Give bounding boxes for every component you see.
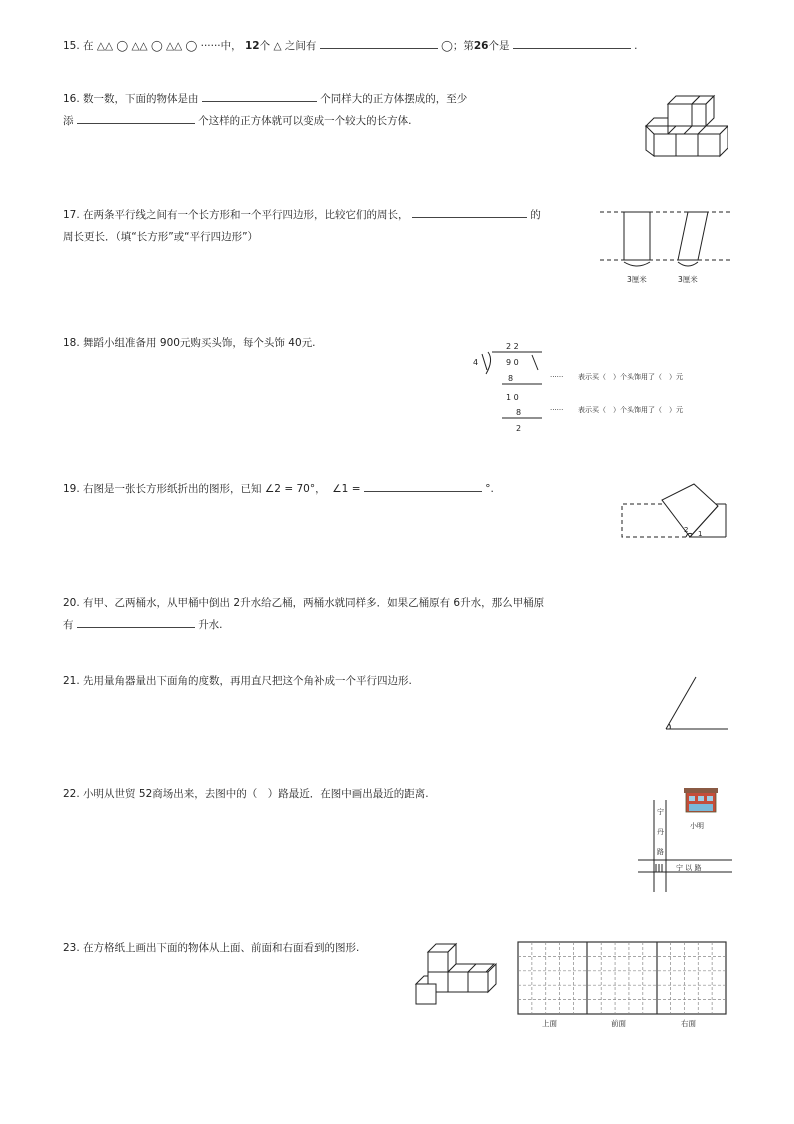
svg-text:8: 8 — [508, 374, 514, 383]
svg-text:2: 2 — [516, 424, 522, 433]
svg-text:宁 以 路: 宁 以 路 — [676, 864, 702, 872]
angle-figure — [660, 674, 730, 734]
long-division-figure — [470, 338, 732, 434]
angle-2-value: ∠2 = 70°， — [264, 483, 326, 495]
answer-blank[interactable] — [412, 205, 527, 218]
question-20: 20. 有甲、乙两桶水，从甲桶中倒出 2升水给乙桶，两桶水就同样多．如果乙桶原有 6升水，那么甲桶原 有 升水. — [63, 597, 545, 631]
svg-text:4: 4 — [473, 358, 479, 367]
answer-blank[interactable] — [320, 36, 438, 49]
question-21: 21. 先用量角器量出下面角的度数，再用直尺把这个角补成一个平行四边形. — [63, 675, 412, 687]
svg-text:······: ······ — [550, 406, 564, 414]
svg-text:丹: 丹 — [657, 828, 664, 836]
answer-blank[interactable] — [364, 479, 482, 492]
question-22: 22. 小明从世贸 52商场出来，去图中的（ ）路最近．在图中画出最近的距离. — [63, 788, 429, 800]
question-15: 15. 在 △△ ◯ △△ ◯ △△ ◯ ······中， 12个 △ 之间有 ◯；第26个是 . — [63, 35, 638, 57]
label-right: 3厘米 — [678, 275, 698, 284]
answer-blank[interactable] — [202, 89, 317, 102]
map-figure — [636, 784, 734, 896]
person-label: 小明 — [690, 822, 704, 830]
question-number: 15. — [63, 40, 80, 52]
svg-text:宁: 宁 — [657, 808, 664, 816]
cube-l-figure — [414, 942, 500, 1008]
label-top-view: 上面 — [542, 1019, 557, 1028]
answer-blank[interactable] — [513, 36, 631, 49]
question-17: 17. 在两条平行线之间有一个长方形和一个平行四边形，比较它们的周长， 的 周长更长．（填“长方形”或“平行四边形”） — [63, 204, 541, 248]
svg-text:9 0: 9 0 — [506, 358, 519, 367]
question-16: 16. 数一数，下面的物体是由 个同样大的正方体摆成的，至少 添 个这样的正方体就可以变成一个较大的长方体. — [63, 88, 467, 132]
answer-blank[interactable] — [77, 111, 195, 124]
shape-sequence: △△ ◯ △△ ◯ △△ ◯ ······ — [96, 40, 221, 52]
answer-blank[interactable] — [77, 615, 195, 628]
question-23: 23. 在方格纸上画出下面的物体从上面、前面和右面看到的图形. — [63, 942, 360, 954]
folded-paper-figure — [618, 480, 730, 542]
svg-text:1 0: 1 0 — [506, 393, 519, 402]
parallelogram-shape — [678, 212, 708, 260]
question-18: 18. 舞蹈小组准备用 900元购买头饰，每个头饰 40元. — [63, 337, 316, 349]
svg-text:8: 8 — [516, 408, 522, 417]
label-left: 3厘米 — [627, 275, 647, 284]
label-right-view: 右面 — [681, 1019, 696, 1028]
note-2: 表示买（ ）个头饰用了（ ）元 — [578, 406, 683, 414]
label-front-view: 前面 — [611, 1019, 626, 1028]
note-1: 表示买（ ）个头饰用了（ ）元 — [578, 373, 683, 381]
cube-stack-figure — [638, 94, 728, 160]
parallel-lines-figure — [598, 204, 732, 286]
grid-paper[interactable] — [516, 940, 730, 1032]
svg-text:······: ······ — [550, 373, 564, 381]
angle-label-1: 1 — [698, 530, 703, 538]
svg-text:路: 路 — [657, 848, 664, 856]
question-19: 19. 右图是一张长方形纸折出的图形，已知 ∠2 = 70°， ∠1 = °. — [63, 478, 494, 500]
svg-text:2 2: 2 2 — [506, 342, 519, 351]
angle-label-2: 2 — [684, 526, 689, 534]
shop-building-icon — [684, 788, 718, 812]
rectangle-shape — [624, 212, 650, 260]
